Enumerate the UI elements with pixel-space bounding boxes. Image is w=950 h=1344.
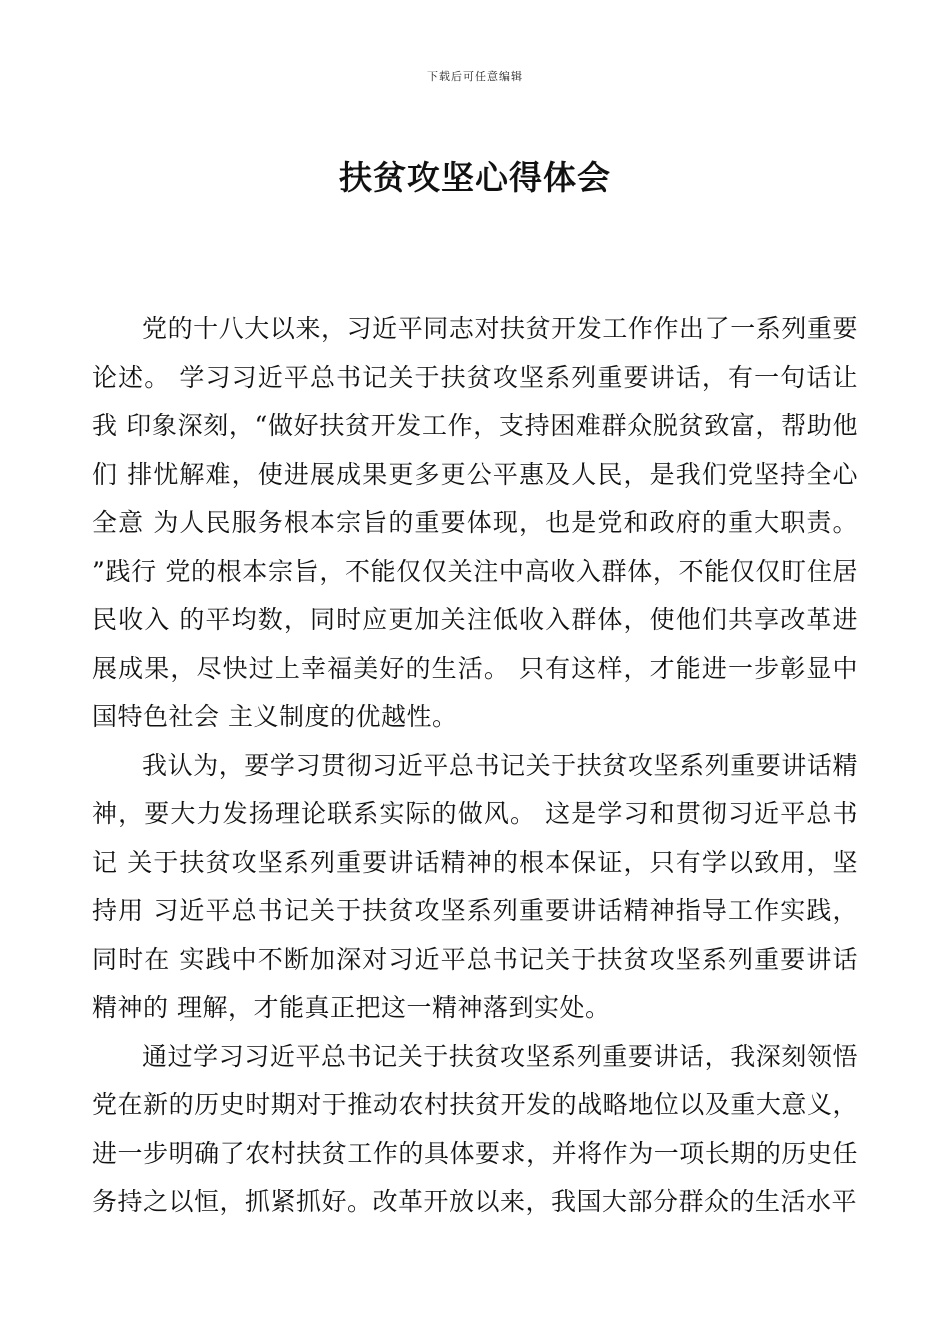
document-title: 扶贫攻坚心得体会 — [339, 158, 611, 197]
document-body — [92, 305, 858, 1227]
paragraph-2: 我认为，要学习贯彻习近平总书记关于扶贫攻坚系列重要讲话精神，要大力发扬理论联系实际的做风。 这是学习和贯彻习近平总书记 关于扶贫攻坚系列重要讲话精神的根本保证，只有学以致用，坚持用 习近平总书记关于扶贫攻坚系列重要讲话精神指导工作实践，同时在 实践中不断加深对习近平总书记关于扶贫攻坚系列重要讲话精神的 理解，才能真正把这一精神落到实处。 — [92, 750, 858, 1022]
paragraph-1: 党的十八大以来，习近平同志对扶贫开发工作作出了一系列重要论述。 学习习近平总书记关于扶贫攻坚系列重要讲话，有一句话让我 印象深刻，“做好扶贫开发工作，支持困难群众脱贫致富，帮助他们 排忧解难，使进展成果更多更公平惠及人民，是我们党坚持全心全意 为人民服务根本宗旨的重要体现，也是党和政府的重大职责。 ”践行 党的根本宗旨，不能仅仅关注中高收入群体，不能仅仅盯住居民收入 的平均数，同时应更加关注低收入群体，使他们共享改革进展成果，尽快过上幸福美好的生活。 只有这样，才能进一步彰显中国特色社会 主义制度的优越性。 — [92, 314, 858, 731]
paragraph-3: 通过学习习近平总书记关于扶贫攻坚系列重要讲话，我深刻领悟党在新的历史时期对于推动农村扶贫开发的战略地位以及重大意义，进一步明确了农村扶贫工作的具体要求，并将作为一项长期的历史任务持之以恒，抓紧抓好。改革开放以来，我国大部分群众的生活水平 — [92, 1041, 858, 1216]
header-note: 下载后可任意编辑 — [427, 70, 523, 83]
